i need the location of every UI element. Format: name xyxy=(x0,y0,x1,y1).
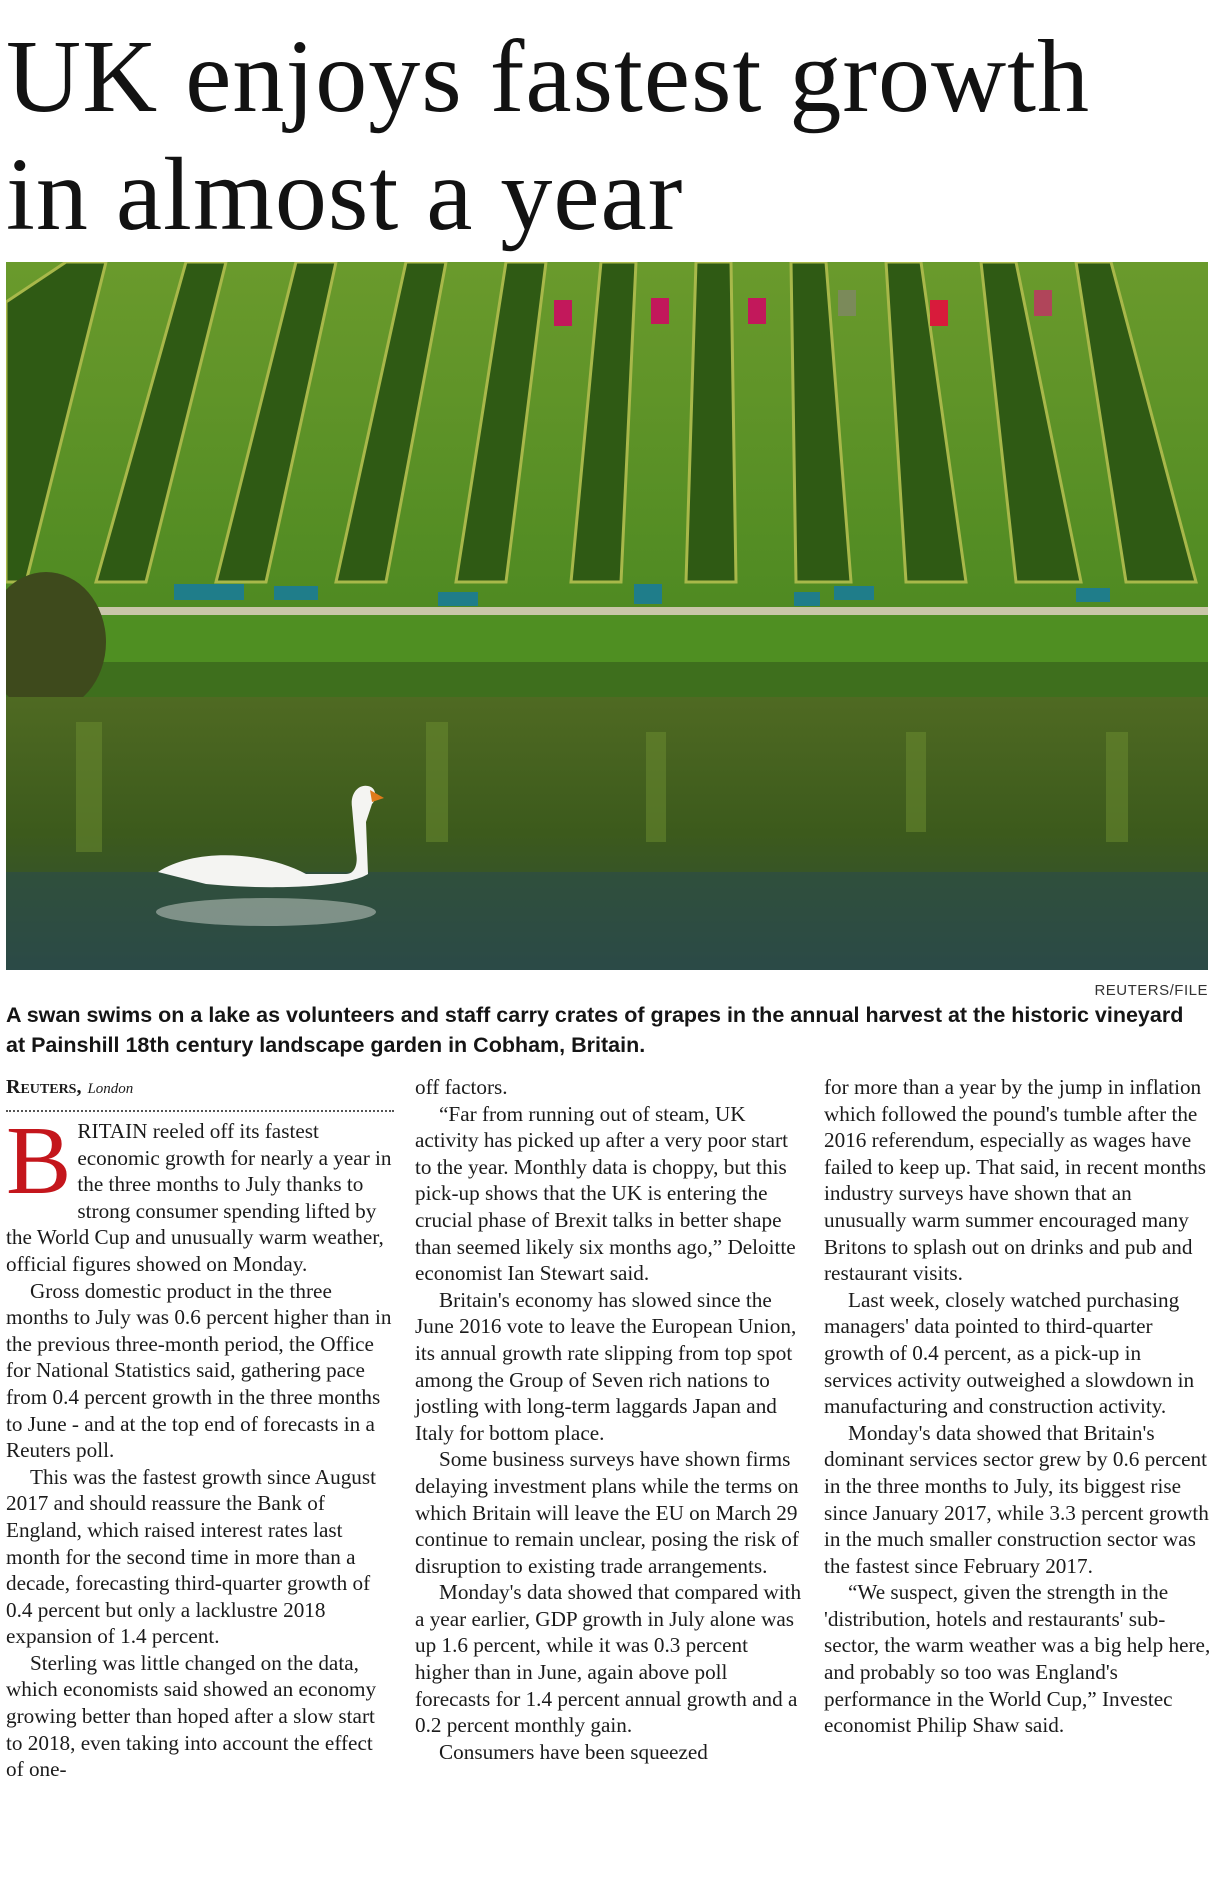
paragraph: Last week, closely watched purchasing managers' data pointed to third-quarter growth of 0.4 percent, as a pick-up in services activity outweighed a slowdown in manufacturing and construction activity. xyxy=(824,1287,1195,1419)
byline-place: London xyxy=(87,1081,134,1097)
article-column-1 xyxy=(6,1074,394,1783)
paragraph-continuation: off factors. xyxy=(415,1075,508,1099)
paragraph: Consumers have been squeezed xyxy=(439,1739,708,1764)
headline-line-2: in almost a year xyxy=(6,137,684,252)
reeds xyxy=(6,662,1208,702)
paragraph: Monday's data showed that compared with a year earlier, GDP growth in July alone was up 1.6 percent, while it was 0.3 percent higher than in June, again above poll forecasts for 1.4 percent annual growth and a 0.2 percent monthly gain. xyxy=(415,1580,802,1738)
photo-caption: A swan swims on a lake as volunteers and staff carry crates of grapes in the annual harvest at the historic vineyard at Painshill 18th century landscape garden in Cobham, Britain. xyxy=(6,1003,1184,1057)
paragraph: Monday's data showed that Britain's dominant services sector grew by 0.6 percent in the three months to July, its biggest rise since January 2017, while 3.3 percent growth in the much smaller construction sector was the fastest since February 2017. xyxy=(824,1420,1209,1578)
path xyxy=(6,607,1208,615)
paragraph: Britain's economy has slowed since the June 2016 vote to leave the European Union, its annual growth rate slipping from top spot among the Group of Seven rich nations to jostling with long-term laggards Japan and Italy for bottom place. xyxy=(415,1287,797,1445)
photo-credit: REUTERS/FILE xyxy=(1094,982,1208,999)
headline-line-1: UK enjoys fastest growth xyxy=(6,19,1091,134)
vineyard-swan-photo xyxy=(6,262,1208,970)
byline-agency: Reuters, xyxy=(6,1076,82,1098)
photo-illustration xyxy=(6,262,1208,970)
article-column-3 xyxy=(824,1074,1212,1739)
lead-paragraph xyxy=(6,1107,394,1278)
lead-text: reeled off its fastest economic growth for nearly a year in the three months to July thanks to strong consumer spending lifted by the World Cup and unusually warm weather, official figures showed on Monday. xyxy=(6,1119,392,1276)
paragraph-continuation: for more than a year by the jump in inflation which followed the pound's tumble after the 2016 referendum, especially as wages have failed to keep up. That said, in recent months industry surveys have shown that an unusually warm summer encouraged many Britons to splash out on drinks and pub and restaurant visits. xyxy=(824,1075,1207,1286)
paragraph: “Far from running out of steam, UK activity has picked up after a very poor start to the year. Monthly data is choppy, but this pick-up shows that the UK is entering the crucial phase of Brexit talks in better shape than seemed likely six months ago,” Deloitte economist Ian Stewart said. xyxy=(415,1101,796,1286)
paragraph: Sterling was little changed on the data, which economists said showed an economy growing better than hoped after a slow start to 2018, even taking into account the effect of one- xyxy=(6,1650,377,1782)
paragraph: Gross domestic product in the three months to July was 0.6 percent higher than in the previous three-month period, the Office for National Statistics said, gathering pace from 0.4 percent growth in the three months to June - and at the top end of forecasts in a Reuters poll. xyxy=(6,1278,392,1463)
article-column-2 xyxy=(415,1074,803,1765)
paragraph: Some business surveys have shown firms delaying investment plans while the terms on which Britain will leave the EU on March 29 continue to remain unclear, posing the risk of disruption to existing trade arrangements. xyxy=(415,1447,799,1578)
headline xyxy=(6,18,1206,254)
lead-caps: RITAIN xyxy=(77,1119,148,1143)
drop-cap: B xyxy=(6,1107,72,1215)
paragraph: “We suspect, given the strength in the 'distribution, hotels and restaurants' sub-sector, the warm weather was a big help here, and probably so too was England's performance in the World Cup,” Investec economist Philip Shaw said. xyxy=(824,1580,1211,1738)
paragraph: This was the fastest growth since August 2017 and should reassure the Bank of England, which raised interest rates last month for the second time in more than a decade, forecasting third-quarter growth of 0.4 percent but only a lacklustre 2018 expansion of 1.4 percent. xyxy=(6,1464,377,1649)
